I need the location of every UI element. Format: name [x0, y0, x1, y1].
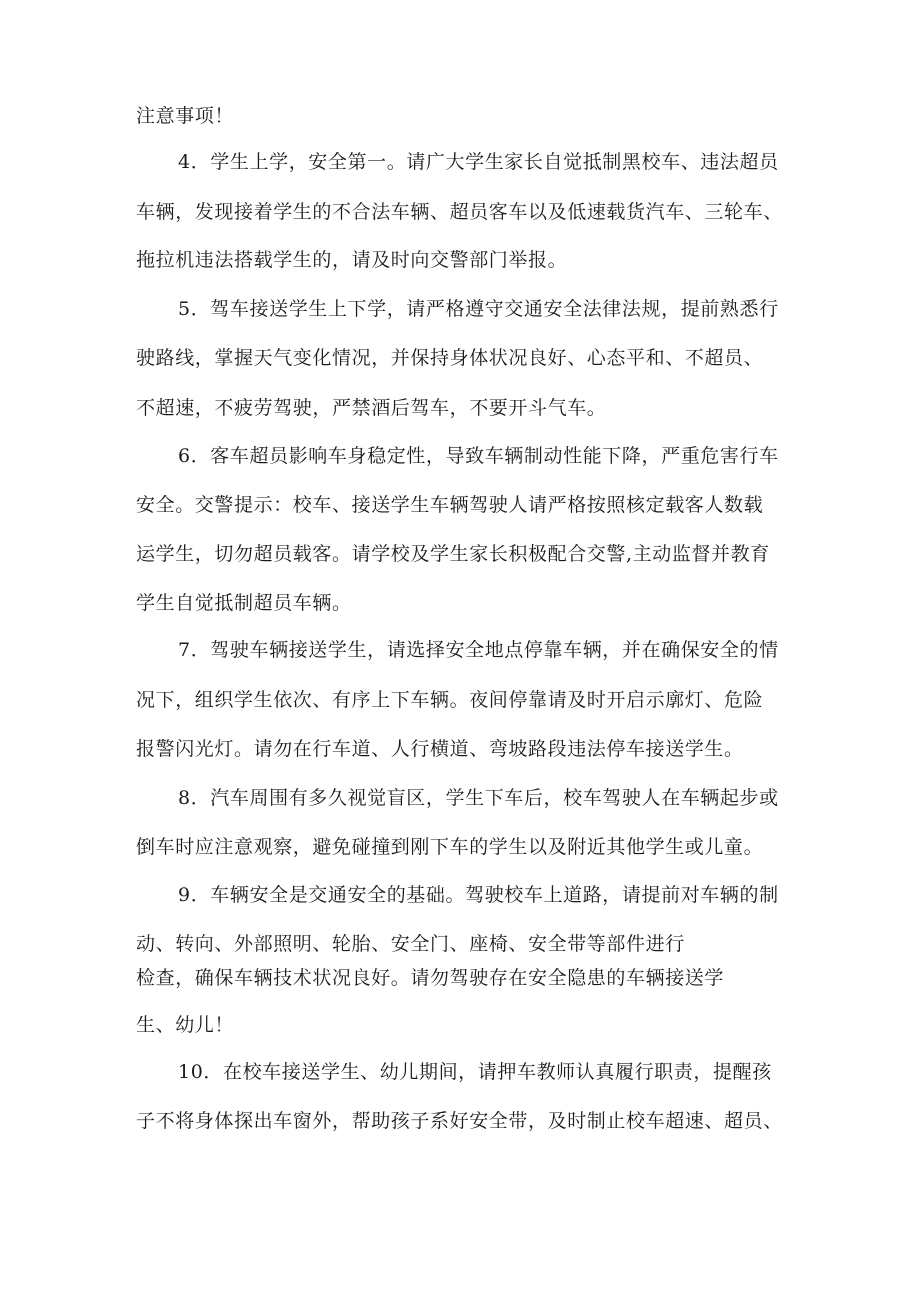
paragraph-9-line-1: 9．车辆安全是交通安全的基础。驾驶校车上道路，请提前对车辆的制 [178, 884, 779, 906]
paragraph-7-line-1: 7．驾驶车辆接送学生，请选择安全地点停靠车辆，并在确保安全的情 [178, 639, 779, 661]
paragraph-4-line-2: 车辆，发现接着学生的不合法车辆、超员客车以及低速载货汽车、三轮车、 [136, 201, 783, 223]
paragraph-9-line-3: 检查，确保车辆技术状况良好。请勿驾驶存在安全隐患的车辆接送学 [136, 967, 725, 989]
paragraph-10-line-2: 子不将身体探出车窗外，帮助孩子系好安全带，及时制止校车超速、超员、 [136, 1110, 783, 1132]
paragraph-4-line-3: 拖拉机违法搭载学生的，请及时向交警部门举报。 [136, 249, 568, 271]
paragraph-4-line-1: 4．学生上学，安全第一。请广大学生家长自觉抵制黑校车、违法超员 [178, 151, 779, 173]
paragraph-10-line-1: 10．在校车接送学生、幼儿期间，请押车教师认真履行职责，提醒孩 [178, 1061, 772, 1083]
paragraph-7-line-3: 报警闪光灯。请勿在行车道、人行横道、弯坡路段违法停车接送学生。 [136, 738, 744, 760]
paragraph-9-line-4: 生、幼儿！ [136, 1014, 235, 1036]
paragraph-8-line-2: 倒车时应注意观察，避免碰撞到刚下车的学生以及附近其他学生或儿童。 [136, 836, 764, 858]
text-line: 注意事项！ [136, 105, 235, 127]
paragraph-9-line-2: 动、转向、外部照明、轮胎、安全门、座椅、安全带等部件进行 [136, 933, 685, 955]
paragraph-6-line-1: 6．客车超员影响车身稳定性，导致车辆制动性能下降，严重危害行车 [178, 445, 779, 467]
paragraph-6-line-4: 学生自觉抵制超员车辆。 [136, 592, 352, 614]
paragraph-7-line-2: 况下，组织学生依次、有序上下车辆。夜间停靠请及时开启示廓灯、危险 [136, 689, 764, 711]
paragraph-6-line-3: 运学生，切勿超员载客。请学校及学生家长积极配合交警,主动监督并教育 [136, 543, 770, 565]
paragraph-6-line-2: 安全。交警提示：校车、接送学生车辆驾驶人请严格按照核定载客人数载 [136, 494, 764, 516]
paragraph-5-line-3: 不超速，不疲劳驾驶，严禁酒后驾车，不要开斗气车。 [136, 397, 607, 419]
paragraph-8-line-1: 8．汽车周围有多久视觉盲区，学生下车后，校车驾驶人在车辆起步或 [178, 787, 779, 809]
paragraph-5-line-2: 驶路线，掌握天气变化情况，并保持身体状况良好、心态平和、不超员、 [136, 347, 764, 369]
paragraph-5-line-1: 5．驾车接送学生上下学，请严格遵守交通安全法律法规，提前熟悉行 [178, 298, 779, 320]
